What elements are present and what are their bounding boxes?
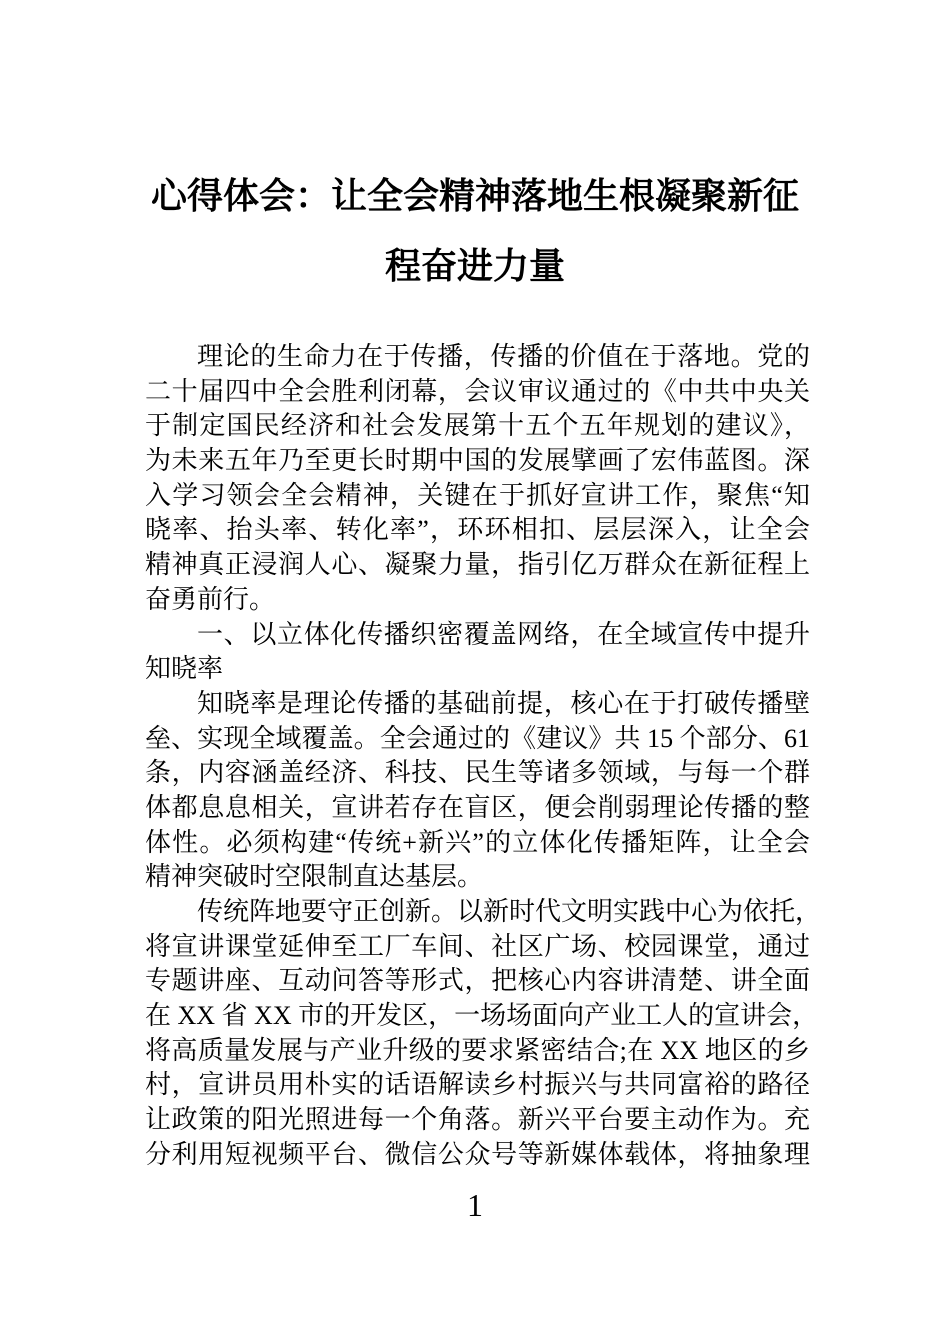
title-line-1: 心得体会：让全会精神落地生根凝聚新征 [150, 176, 799, 216]
paragraph-line: 村，宣讲员用朴实的话语解读乡村振兴与共同富裕的路径 [145, 1070, 810, 1100]
paragraph-line: 知晓率是理论传播的基础前提，核心在于打破传播壁 [197, 688, 810, 718]
paragraph-line: 精神真正浸润人心、凝聚力量，指引亿万群众在新征程上 [145, 550, 810, 580]
paragraph-line: 将宣讲课堂延伸至工厂车间、社区广场、校园课堂，通过 [145, 931, 810, 961]
document-title [0, 0, 950, 301]
paragraph-line: 将高质量发展与产业升级的要求紧密结合;在 XX 地区的乡 [145, 1035, 810, 1065]
paragraph-line: 晓率、抬头率、转化率”，环环相扣、层层深入，让全会 [145, 515, 810, 545]
paragraph-line: 分利用短视频平台、微信公众号等新媒体载体，将抽象理 [145, 1139, 810, 1169]
paragraph-line: 入学习领会全会精神，关键在于抓好宣讲工作，聚焦“知 [145, 480, 810, 510]
paragraph-line: 在 XX 省 XX 市的开发区，一场场面向产业工人的宣讲会， [145, 1001, 819, 1031]
paragraph-line: 体都息息相关，宣讲若存在盲区，便会削弱理论传播的整 [145, 792, 810, 822]
paragraph-line: 传统阵地要守正创新。以新时代文明实践中心为依托， [197, 897, 822, 926]
page-number: 1 [467, 1186, 483, 1223]
paragraph-line: 为未来五年乃至更长时期中国的发展擘画了宏伟蓝图。深 [145, 446, 810, 476]
paragraph-line: 让政策的阳光照进每一个角落。新兴平台要主动作为。充 [145, 1105, 810, 1135]
heading-line: 知晓率 [145, 654, 224, 684]
heading-line: 一、以立体化传播织密覆盖网络，在全域宣传中提升 [197, 619, 810, 649]
paragraph-line: 于制定国民经济和社会发展第十五个五年规划的建议》， [145, 411, 810, 441]
paragraph-line: 专题讲座、互动问答等形式，把核心内容讲清楚、讲全面 [145, 966, 810, 996]
paragraph-line: 理论的生命力在于传播，传播的价值在于落地。党的 [197, 342, 810, 371]
paragraph-line: 体性。必须构建“传统+新兴”的立体化传播矩阵，让全会 [145, 827, 810, 857]
paragraph-line: 条，内容涵盖经济、科技、民生等诸多领域，与每一个群 [145, 758, 810, 788]
paragraph-line: 垒、实现全域覆盖。全会通过的《建议》共 15 个部分、61 [145, 723, 810, 753]
document-body [145, 340, 822, 1173]
paragraph-line: 奋勇前行。 [145, 584, 276, 614]
paragraph-line: 精神突破时空限制直达基层。 [145, 862, 484, 892]
paragraph-line: 二十届四中全会胜利闭幕，会议审议通过的《中共中央关 [145, 376, 810, 406]
title-line-2: 程奋进力量 [384, 246, 565, 286]
